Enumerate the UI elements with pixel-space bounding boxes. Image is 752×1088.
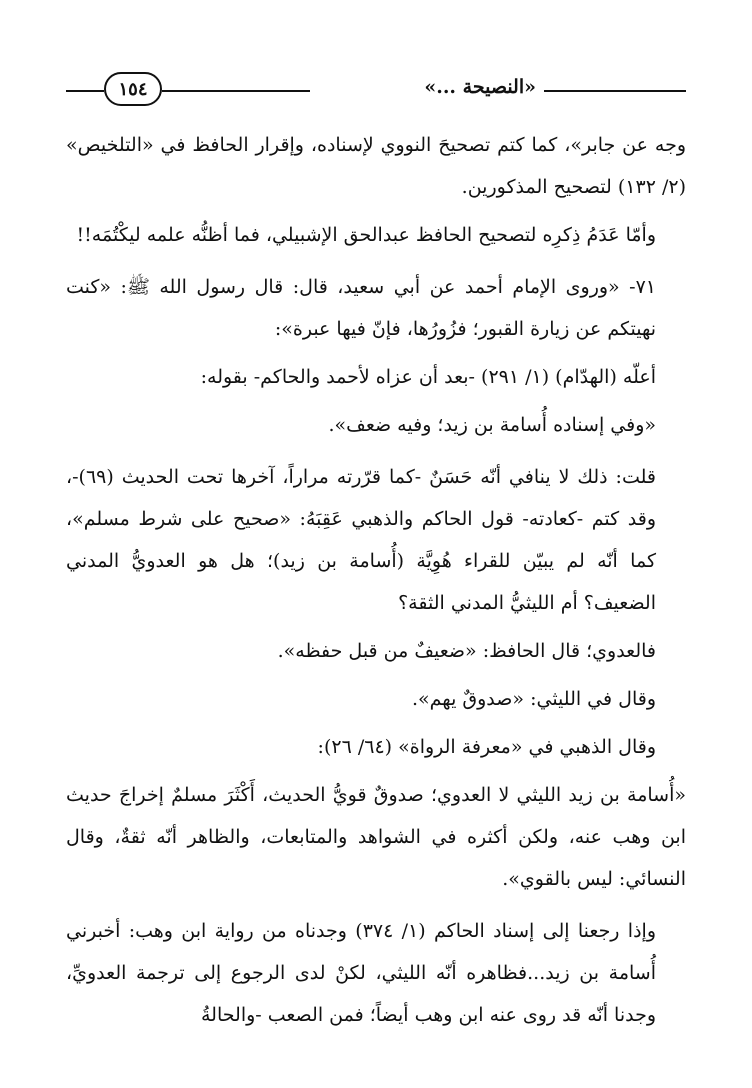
paragraph: أعلّه (الهدّام) (١/ ٢٩١) -بعد أن عزاه لأحمد والحاكم- بقوله: — [200, 366, 656, 388]
paragraph: وجه عن جابر»، كما كتم تصحيحَ النووي لإسناده، وإقرار الحافظ في «التلخيص» (٢/ ١٣٢) لتصحيح المذكورين. — [66, 134, 686, 198]
running-title: «النصيحة ...» — [424, 76, 536, 98]
page-number-badge: ١٥٤ — [104, 72, 162, 106]
paragraph: فالعدوي؛ قال الحافظ: «ضعيفٌ من قبل حفظه». — [277, 640, 656, 662]
quotation: «وفي إسناده أُسامة بن زيد؛ وفيه ضعف». — [328, 414, 656, 436]
header-rule-left — [162, 90, 310, 92]
book-page — [66, 66, 686, 1066]
paragraph: وأمّا عَدَمُ ذِكرِه لتصحيح الحافظ عبدالحق الإشبيلي، فما أظنُّه علمه ليكْتُمَه!! — [76, 224, 656, 246]
page-header — [66, 66, 686, 116]
paragraph: وإذا رجعنا إلى إسناد الحاكم (١/ ٣٧٤) وجدناه من رواية ابن وهب: أخبرني أُسامة بن زيد...فظاهره أنّه الليثي، لكنْ لدى الرجوع إلى ترجمة العدويِّ، وجدنا أنّه قد روى عنه ابن وهب أيضاً؛ فمن الصعب -والحالةُ — [66, 920, 657, 1026]
paragraph: وقال الذهبي في «معرفة الرواة» (٦٤/ ٢٦): — [317, 736, 656, 758]
paragraph: وقال في الليثي: «صدوقٌ يهم». — [412, 688, 656, 710]
paragraph: قلت: ذلك لا ينافي أنّه حَسَنٌ -كما قرّرته مراراً، آخرها تحت الحديث (٦٩)-، وقد كتم -كعادته- قول الحاكم والذهبي عَقِبَهُ: «صحيح على شرط مسلم»، كما أنّه لم يبيّن للقراء هُوِيَّة (أُسامة بن زيد)؛ هل هو العدويُّ المدني الضعيف؟ أم الليثيُّ المدني الثقة؟ — [66, 466, 656, 614]
quotation: «أُسامة بن زيد الليثي لا العدوي؛ صدوقٌ قويُّ الحديث، أَكْثَرَ مسلمٌ إخراجَ حديث ابن وهب عنه، ولكن أكثره في الشواهد والمتابعات، والظاهر أنّه ثقةٌ، وقال النسائي: ليس بالقوي». — [66, 784, 686, 890]
header-rule-right — [544, 90, 686, 92]
page-body — [66, 124, 686, 1036]
hadith-entry: ٧١- «وروى الإمام أحمد عن أبي سعيد، قال: قال رسول الله ﷺ: «كنت نهيتكم عن زيارة القبور؛ فزُورُها، فإنّ فيها عبرة»: — [66, 276, 656, 340]
header-rule-far-left — [66, 90, 104, 92]
